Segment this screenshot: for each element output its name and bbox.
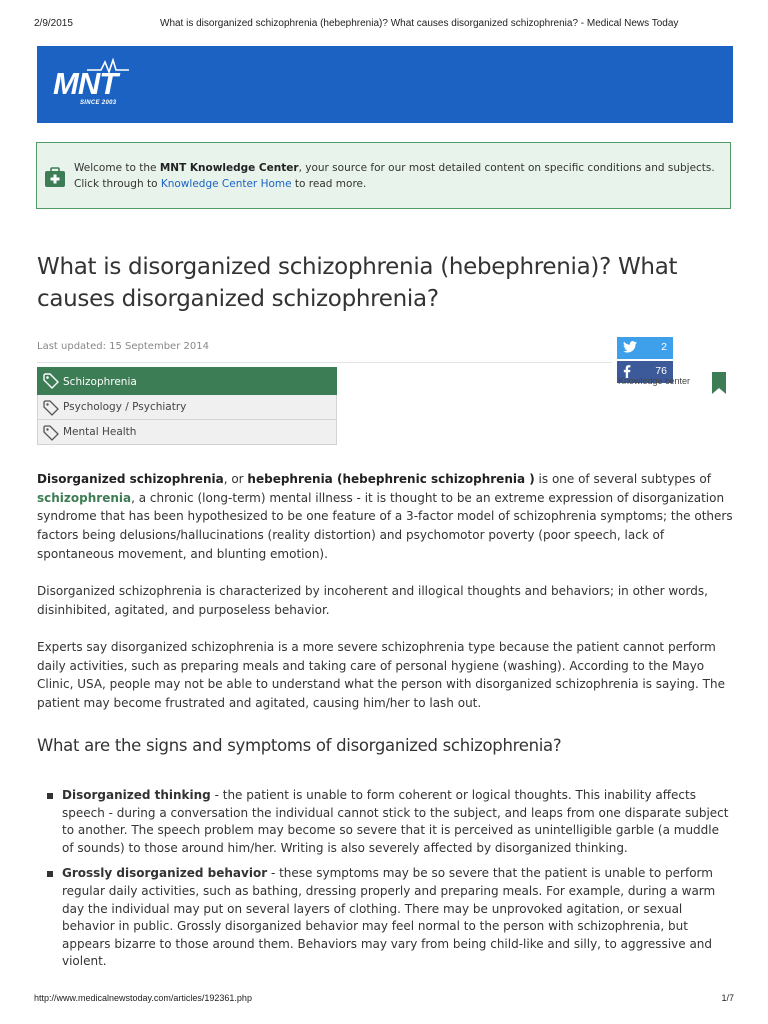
tag-icon	[43, 425, 59, 441]
twitter-icon	[623, 341, 637, 353]
knowledge-center-notice	[36, 142, 731, 209]
tag-label: Schizophrenia	[63, 376, 137, 388]
intro-text-3: , a chronic (long-term) mental illness - it is thought to be an extreme expression of disorganization syndrome that has been hypothesized to be one feature of a 3-factor model of schizophrenia symptoms; the others factors being delusions/hallucinations (reality distortion) and psychomotor poverty (poor speech, lack of spontaneous movement, and blunting emotion).	[37, 490, 733, 561]
kc-post: to read more.	[291, 178, 367, 190]
twitter-count: 2	[661, 341, 667, 353]
knowledge-center-home-link[interactable]: Knowledge Center Home	[160, 178, 292, 190]
tag-mental-health[interactable]	[37, 420, 337, 445]
paragraph-characterized: Disorganized schizophrenia is characterized by incoherent and illogical thoughts and behaviors; in other words, disinhibited, agitated, and purposeless behavior.	[37, 584, 708, 617]
heartbeat-icon	[87, 58, 129, 74]
site-banner	[37, 46, 733, 123]
list-item	[37, 787, 732, 857]
divider	[37, 362, 612, 363]
kc-bold: MNT Knowledge Center	[159, 162, 299, 174]
tag-list	[37, 367, 337, 445]
print-url: http://www.medicalnewstoday.com/articles/192361.php	[34, 993, 252, 1003]
mnt-logo[interactable]	[53, 68, 133, 112]
list-item	[37, 865, 732, 971]
kc-pre: Welcome to the	[74, 162, 160, 174]
logo-since: SINCE 2003	[80, 100, 117, 106]
intro-text-1: , or	[223, 472, 248, 486]
bullet-icon	[47, 793, 53, 799]
tag-label: Mental Health	[63, 426, 137, 438]
first-aid-kit-icon	[45, 167, 65, 187]
logo-text: MNT	[53, 66, 118, 101]
print-date: 2/9/2015	[34, 18, 73, 29]
tag-icon	[43, 373, 59, 389]
symptom-text: - the patient is unable to form coherent or logical thoughts. This inability affects speech - during a conversation the individual cannot stick to the subject, and leaps from one disparate subject to another. The speech problem may become so severe that it is perceived as unintelligible garble (a muddle of sounds) to those around him/her. Writing is also severely affected by disorganized thinking.	[62, 788, 729, 855]
symptom-text: - these symptoms may be so severe that the patient is unable to perform regular daily activities, such as bathing, dressing properly and preparing meals. For example, during a warm day the individual may put on several layers of clothing. There may be unprovoked agitation, or sexual behavior in public. Grossly disorganized behavior may feel normal to the person with schizophrenia, but appears bizarre to those around them. Behaviors may vary from being child-like and silly, to aggressive and violent.	[62, 866, 716, 969]
bullet-icon	[47, 871, 53, 877]
knowledge-center-text	[74, 160, 724, 192]
kc-mid: , your source for our most detailed content on specific conditions and subjects. Click through to	[74, 162, 715, 190]
intro-text-2: is one of several subtypes of	[534, 472, 711, 486]
facebook-count: 76	[655, 365, 667, 377]
symptoms-list	[37, 787, 732, 971]
section-heading-symptoms: What are the signs and symptoms of disorganized schizophrenia?	[37, 736, 562, 755]
page-number: 1/7	[721, 993, 734, 1003]
tag-icon	[43, 400, 59, 416]
paragraph-experts: Experts say disorganized schizophrenia is a more severe schizophrenia type because the patient cannot perform daily activities, such as preparing meals and taking care of personal hygiene (washing). According to the Mayo Clinic, USA, people may not be able to understand what the person with disorganized schizophrenia is saying. The patient may become frustrated and agitated, causing him/her to lash out.	[37, 640, 725, 711]
paragraph-intro	[37, 470, 737, 564]
schizophrenia-link[interactable]: schizophrenia	[37, 490, 132, 505]
last-updated: Last updated: 15 September 2014	[37, 341, 209, 352]
tag-schizophrenia[interactable]	[37, 367, 337, 395]
symptom-term: Disorganized thinking	[62, 788, 211, 802]
knowledge-center-label: Knowledge center	[618, 376, 691, 386]
tag-psychology-psychiatry[interactable]	[37, 395, 337, 420]
tag-label: Psychology / Psychiatry	[63, 401, 187, 413]
twitter-share-button[interactable]	[617, 337, 673, 359]
article-title: What is disorganized schizophrenia (hebephrenia)? What causes disorganized schizophrenia?	[37, 254, 678, 312]
print-page-title: What is disorganized schizophrenia (hebephrenia)? What causes disorganized schizophrenia? - Medical News Today	[160, 18, 679, 29]
bookmark-icon[interactable]	[712, 372, 726, 394]
term-hebephrenia: hebephrenia (hebephrenic schizophrenia )	[247, 472, 535, 486]
symptom-term: Grossly disorganized behavior	[62, 866, 268, 881]
term-disorganized-schizophrenia: Disorganized schizophrenia	[37, 472, 224, 486]
